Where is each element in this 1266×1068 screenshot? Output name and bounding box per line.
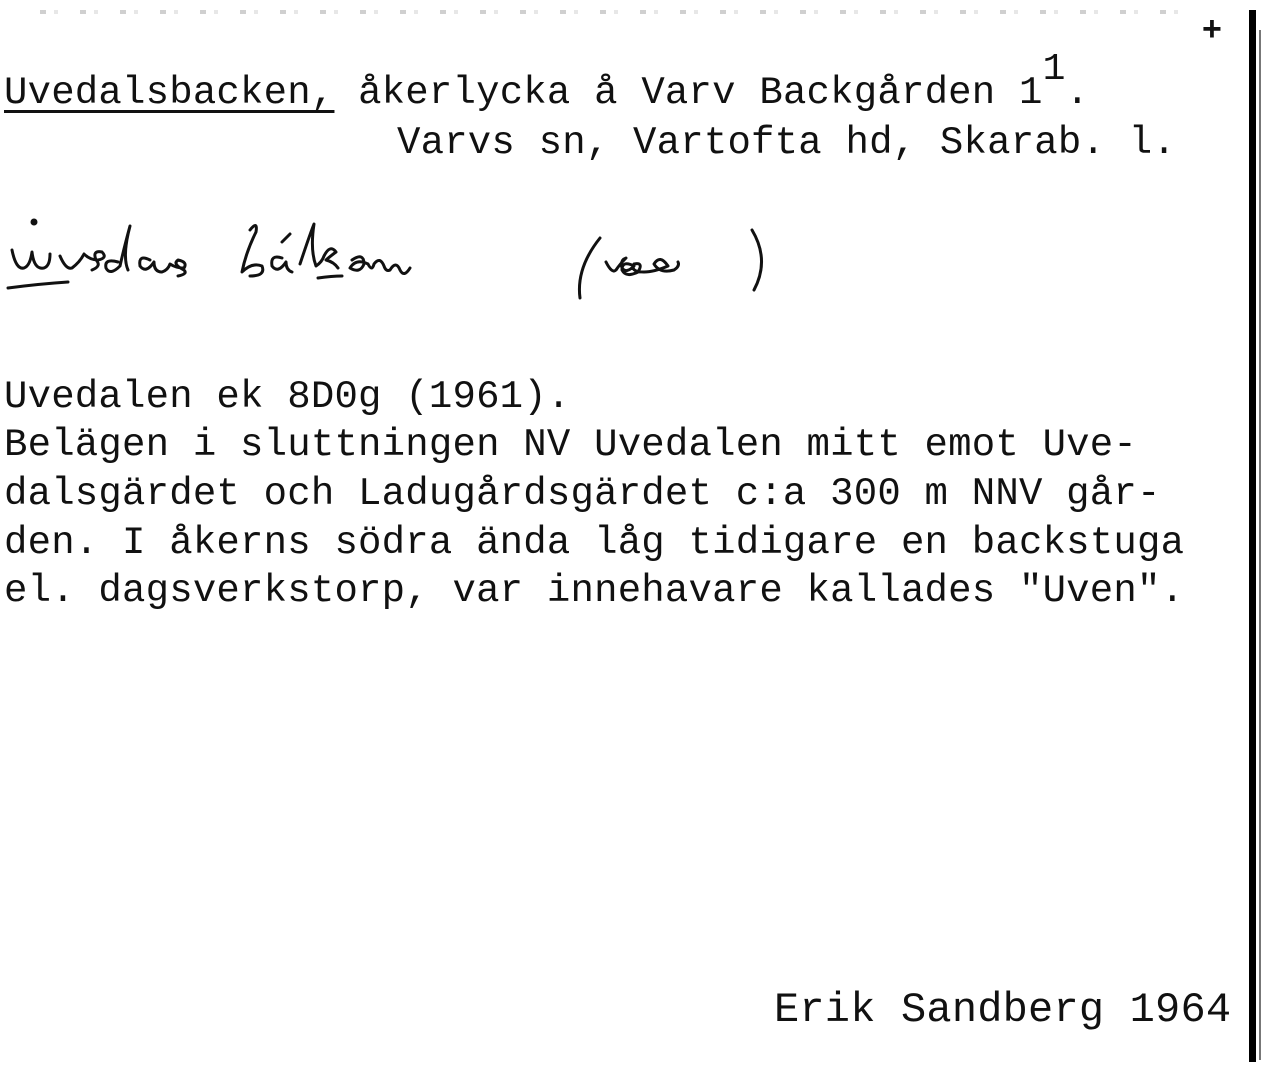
signature: Erik Sandberg 1964 bbox=[774, 986, 1232, 1034]
plus-mark: + bbox=[1201, 13, 1223, 51]
scan-noise bbox=[40, 10, 1200, 14]
hw-acute bbox=[282, 234, 290, 242]
hw-paren-close bbox=[752, 230, 762, 290]
place-name: Uvedalsbacken, bbox=[4, 71, 335, 115]
parish-line: Varvs sn, Vartofta hd, Skarab. l. bbox=[397, 121, 1176, 165]
hw-als bbox=[140, 258, 185, 276]
hw-paren-open bbox=[579, 238, 600, 298]
body-line-5: el. dagsverkstorp, var innehavare kallades "Uven". bbox=[4, 569, 1185, 613]
body-line-3: dalsgärdet och Ladugårdsgärdet c:a 300 m NNV går- bbox=[4, 472, 1161, 516]
handwritten-pronunciation bbox=[0, 200, 800, 320]
hw-underline bbox=[8, 282, 68, 288]
card-edge bbox=[1249, 10, 1256, 1062]
hw-b bbox=[242, 225, 263, 276]
body-line-1: Uvedalen ek 8D0g (1961). bbox=[4, 375, 571, 419]
hw-vs bbox=[60, 252, 104, 270]
hw-lk bbox=[300, 224, 338, 268]
card-heading bbox=[4, 48, 1090, 119]
body-line-4: den. I åkerns södra ända låg tidigare en backstuga bbox=[4, 521, 1185, 565]
heading-superscript: 1 bbox=[1042, 48, 1066, 91]
hw-underline-k bbox=[318, 276, 342, 278]
hw-a bbox=[272, 257, 292, 272]
hw-u bbox=[12, 250, 50, 268]
hw-accent-dot bbox=[32, 220, 36, 224]
card-edge-shadow bbox=[1259, 30, 1261, 1060]
hw-vad bbox=[606, 258, 679, 275]
body-line-2: Belägen i sluttningen NV Uvedalen mitt emot Uve- bbox=[4, 423, 1137, 467]
hw-en bbox=[350, 257, 410, 274]
heading-period: . bbox=[1065, 71, 1090, 115]
heading-description: åkerlycka å Varv Backgården 1 bbox=[334, 71, 1043, 115]
hw-text: ṳvəda̜lsbákən (vad) bbox=[0, 200, 11, 201]
hw-d bbox=[106, 226, 130, 272]
